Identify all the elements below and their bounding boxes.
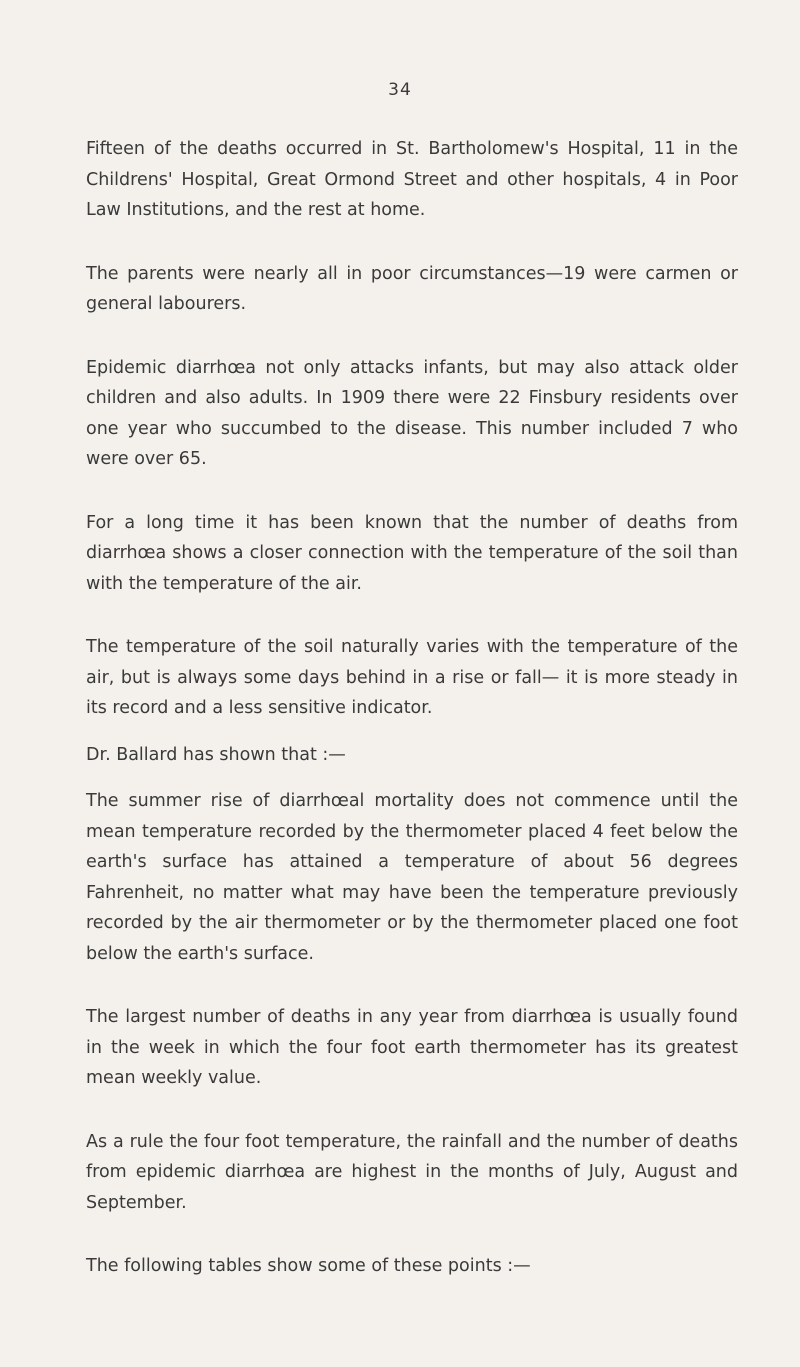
paragraph-epidemic-diarrhoea: Epidemic diarrhœa not only attacks infants, but may also attack older children and also adults. In 1909 there were 22 Finsbury residents over one year who succumbed to the disease. This number included 7 who were over 65. [86, 357, 738, 469]
paragraph-soil-temperature: For a long time it has been known that the number of deaths from diarrhœa shows a closer connection with the temperature of the soil than with the temperature of the air. [86, 512, 738, 594]
paragraph-soil-varies: The temperature of the soil naturally varies with the temperature of the air, but is always some days behind in a rise or fall— it is more steady in its record and a less sensitive indicator. [86, 637, 738, 718]
paragraph-ballard-intro: Dr. Ballard has shown that :— [86, 744, 346, 765]
paragraph-summer-rise: The summer rise of diarrhœal mortality does not commence until the mean temperature recorded by the thermometer placed 4 feet below the earth's surface has attained a temperature of about 56 degrees Fahrenheit, no matter what may have been the temperature previously recorded by the air thermometer or by the thermometer placed one foot below the earth's surface. [86, 791, 738, 964]
paragraph-hospital-deaths: Fifteen of the deaths occurred in St. Bartholomew's Hospital, 11 in the Childrens' Hospital, Great Ormond Street and other hospitals, 4 in Poor Law Institutions, and the rest at home. [86, 139, 738, 220]
paragraph-largest-number: The largest number of deaths in any year from diarrhœa is usually found in the week in which the four foot earth thermometer has its greatest mean weekly value. [86, 1007, 738, 1088]
page-number: 34 [388, 80, 412, 100]
body-text [86, 134, 738, 1282]
paragraph-parents-circumstances: The parents were nearly all in poor circumstances—19 were carmen or general labourers. [86, 263, 738, 314]
paragraph-following-tables: The following tables show some of these points :— [86, 1256, 531, 1276]
paragraph-rule-months: As a rule the four foot temperature, the rainfall and the number of deaths from epidemic diarrhœa are highest in the months of July, August and September. [86, 1131, 738, 1213]
